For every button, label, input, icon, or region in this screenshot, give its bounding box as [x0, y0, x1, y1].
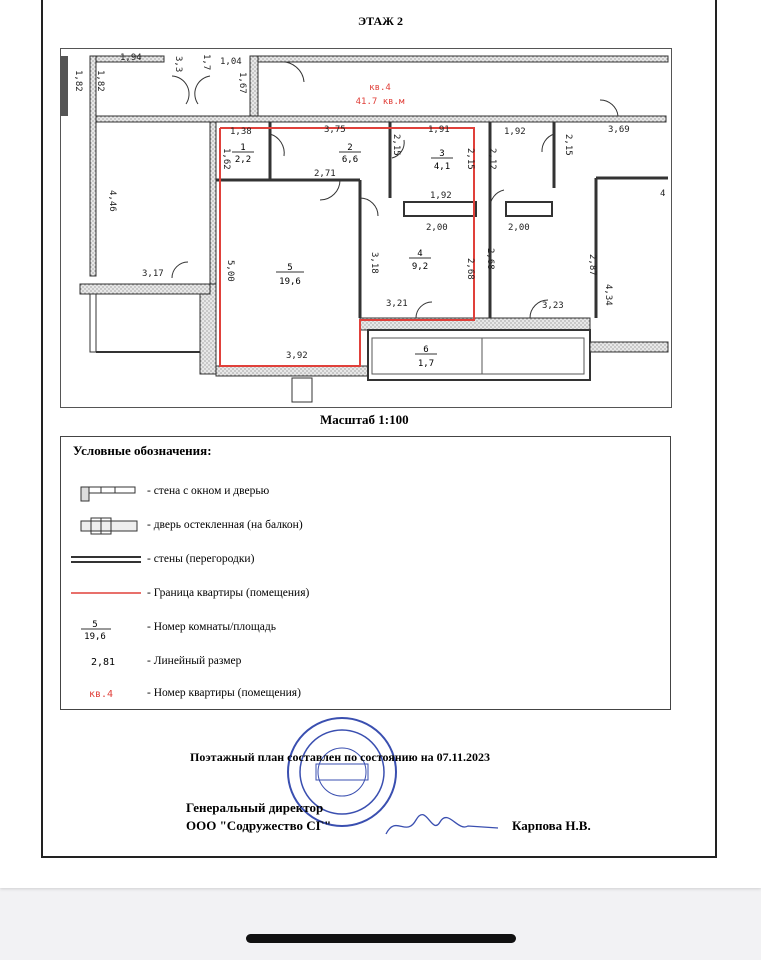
wall-segment: [200, 284, 216, 374]
dimension: 2,15: [391, 134, 401, 156]
legend-item-label: - Линейный размер: [147, 655, 242, 667]
wall-segment: [590, 342, 668, 352]
room-3-number: 3: [439, 149, 445, 159]
room-5-area: 19,6: [279, 277, 301, 287]
apartment-area: 41.7 кв.м: [355, 97, 405, 107]
apartment-label: кв.4: [369, 83, 391, 93]
wall-segment: [258, 56, 668, 62]
dimension: 1,82: [95, 70, 105, 92]
dimension: 3,23: [542, 301, 564, 311]
dimension: 4,34: [603, 284, 613, 306]
legend-item-apartment-number: [61, 683, 661, 707]
wall-segment: [60, 56, 68, 116]
wall-segment: [250, 56, 258, 120]
sample-dimension: 2,81: [91, 657, 116, 668]
room-3-area: 4,1: [433, 162, 451, 172]
legend-item-boundary: [61, 583, 661, 607]
dimension: 3,21: [386, 299, 408, 309]
legend-item-label: - стена с окном и дверью: [147, 485, 270, 497]
scale-label: Масштаб 1:100: [320, 412, 409, 427]
room-1-area: 2,2: [234, 155, 252, 165]
dimension: 4: [660, 189, 666, 199]
wall-segment: [96, 116, 666, 122]
dimension: 3,69: [608, 125, 630, 135]
legend-item-partitions: [61, 549, 661, 573]
glazed-door-symbol: [71, 515, 151, 539]
room-1-number: 1: [240, 143, 246, 153]
legend-item-dimension: [61, 651, 661, 675]
legend-item-label: - Номер квартиры (помещения): [147, 687, 301, 699]
dimension: 1,62: [221, 148, 231, 170]
floor-title: ЭТАЖ 2: [357, 14, 404, 28]
wall-segment: [90, 294, 96, 352]
dimension: 2,68: [485, 248, 495, 270]
dimension: 3,3: [173, 56, 183, 73]
room-4-number: 4: [417, 249, 423, 259]
legend: [60, 436, 671, 710]
dimension: 2,15: [465, 148, 475, 170]
dimension: 2,12: [487, 148, 497, 170]
dimension: 1,91: [428, 125, 450, 135]
dimension: 4,46: [107, 190, 117, 212]
dimension: 1,92: [504, 127, 526, 137]
dimension: 1,38: [230, 127, 252, 137]
dimension: 2,00: [508, 223, 530, 233]
room-6-number: 6: [423, 345, 429, 355]
room-4-area: 9,2: [411, 262, 429, 272]
legend-title: Условные обозначения:: [73, 443, 212, 458]
dimension: 1,82: [73, 70, 83, 92]
partition-symbol: [71, 549, 151, 573]
legend-item-label: - Номер комнаты/площадь: [147, 621, 276, 633]
room-6-area: 1,7: [417, 359, 435, 369]
legend-item-label: - дверь остекленная (на балкон): [147, 519, 303, 531]
dimension: 1,04: [220, 57, 242, 67]
dimension: 1,94: [120, 53, 142, 63]
dimension: 3,92: [286, 351, 308, 361]
dimension: 2,00: [426, 223, 448, 233]
dimension: 2,87: [587, 254, 597, 276]
floor-plan: [60, 48, 672, 408]
legend-item-label: - Граница квартиры (помещения): [147, 587, 310, 599]
dimension: 1,92: [430, 191, 452, 201]
svg-text:5: 5: [92, 620, 98, 630]
dimension: 3,17: [142, 269, 164, 279]
director-name: Карпова Н.В.: [512, 818, 591, 833]
wall-segment: [80, 284, 210, 294]
dimension: 3,75: [324, 125, 346, 135]
legend-item-wall-window-door: [61, 481, 661, 505]
legend-item-glazed-door: [61, 515, 661, 539]
wall-window-door-symbol: [71, 481, 151, 505]
dimension: 2,68: [465, 258, 475, 280]
dimension: 2,15: [563, 134, 573, 156]
boundary-symbol: [71, 583, 151, 607]
dimension: 1,67: [237, 72, 247, 94]
signature: [382, 808, 502, 844]
date-line: Поэтажный план составлен по состоянию на 07.11.2023: [190, 750, 490, 764]
company-name: ООО "Содружество СГ": [186, 818, 332, 833]
room-2-number: 2: [347, 143, 353, 153]
dimension: 2,71: [314, 169, 336, 179]
director-position: Генеральный директор: [186, 800, 324, 815]
dimension: 3,18: [369, 252, 379, 274]
dimension: 1,7: [201, 54, 211, 71]
room-2-area: 6,6: [341, 155, 359, 165]
legend-item-label: - стены (перегородки): [147, 553, 255, 565]
legend-item-room-number: [61, 617, 661, 641]
home-indicator[interactable]: [246, 934, 516, 943]
sample-apartment: кв.4: [89, 689, 114, 700]
room-5-number: 5: [287, 263, 293, 273]
room-number-symbol: [71, 617, 151, 641]
dimension: 5,00: [225, 260, 235, 282]
wall-segment: [216, 366, 368, 376]
svg-text:19,6: 19,6: [84, 632, 106, 641]
